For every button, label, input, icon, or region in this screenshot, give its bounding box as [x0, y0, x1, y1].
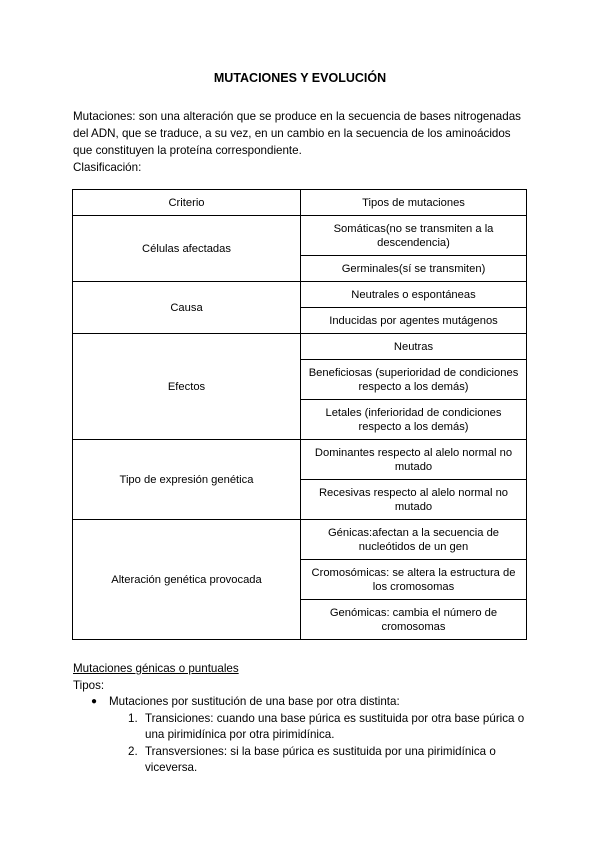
header-criterio: Criterio — [73, 190, 301, 216]
tipo-cell: Dominantes respecto al alelo normal no mutado — [301, 440, 527, 480]
item-number: 2. — [128, 744, 138, 758]
table-row — [73, 282, 527, 308]
tipo-cell: Genómicas: cambia el número de cromosomas — [301, 600, 527, 640]
criterio-cell: Tipo de expresión genética — [73, 440, 301, 520]
classification-label: Clasificación: — [73, 161, 142, 174]
types-label: Tipos: — [73, 678, 105, 692]
classification-table — [72, 189, 527, 640]
list-item — [73, 744, 533, 777]
tipo-cell: Neutrales o espontáneas — [301, 282, 527, 308]
section-heading: Mutaciones génicas o puntuales — [73, 662, 239, 675]
item-text: Transversiones: si la base púrica es sustituida por una pirimidínica o viceversa. — [145, 744, 496, 774]
tipo-cell: Germinales(sí se transmiten) — [301, 256, 527, 282]
table-row — [73, 440, 527, 480]
bullet-icon: ● — [91, 696, 98, 707]
criterio-cell: Efectos — [73, 334, 301, 440]
list-item — [73, 711, 533, 744]
list-item — [73, 694, 533, 711]
header-tipos: Tipos de mutaciones — [301, 190, 527, 216]
table-row — [73, 216, 527, 256]
definition-paragraph: Mutaciones: son una alteración que se produce en la secuencia de bases nitrogenadas del ADN, que se traduce, a su vez, en un cambio en la secuencia de los aminoácidos que constituyen la proteína correspondiente. — [73, 110, 521, 157]
tipo-cell: Cromosómicas: se altera la estructura de los cromosomas — [301, 560, 527, 600]
table-row — [73, 334, 527, 360]
item-number: 1. — [128, 711, 138, 725]
criterio-cell: Alteración genética provocada — [73, 520, 301, 640]
page-title: MUTACIONES Y EVOLUCIÓN — [213, 71, 387, 85]
criterio-cell: Células afectadas — [73, 216, 301, 282]
criterio-cell: Causa — [73, 282, 301, 334]
tipo-cell: Letales (inferioridad de condiciones respecto a los demás) — [301, 400, 527, 440]
table-header-row — [73, 190, 527, 216]
tipo-cell: Somáticas(no se transmiten a la descendencia) — [301, 216, 527, 256]
tipo-cell: Recesivas respecto al alelo normal no mutado — [301, 480, 527, 520]
tipo-cell: Neutras — [301, 334, 527, 360]
intro-block — [73, 108, 533, 176]
bullet-text: Mutaciones por sustitución de una base por otra distinta: — [109, 695, 400, 708]
table-row — [73, 520, 527, 560]
section-mutaciones-genicas — [73, 661, 533, 777]
item-text: Transiciones: cuando una base púrica es sustituida por otra base púrica o una pirimidínica por otra pirimidínica. — [145, 711, 525, 741]
tipo-cell: Génicas:afectan a la secuencia de nucleótidos de un gen — [301, 520, 527, 560]
tipo-cell: Beneficiosas (superioridad de condiciones respecto a los demás) — [301, 360, 527, 400]
tipo-cell: Inducidas por agentes mutágenos — [301, 308, 527, 334]
